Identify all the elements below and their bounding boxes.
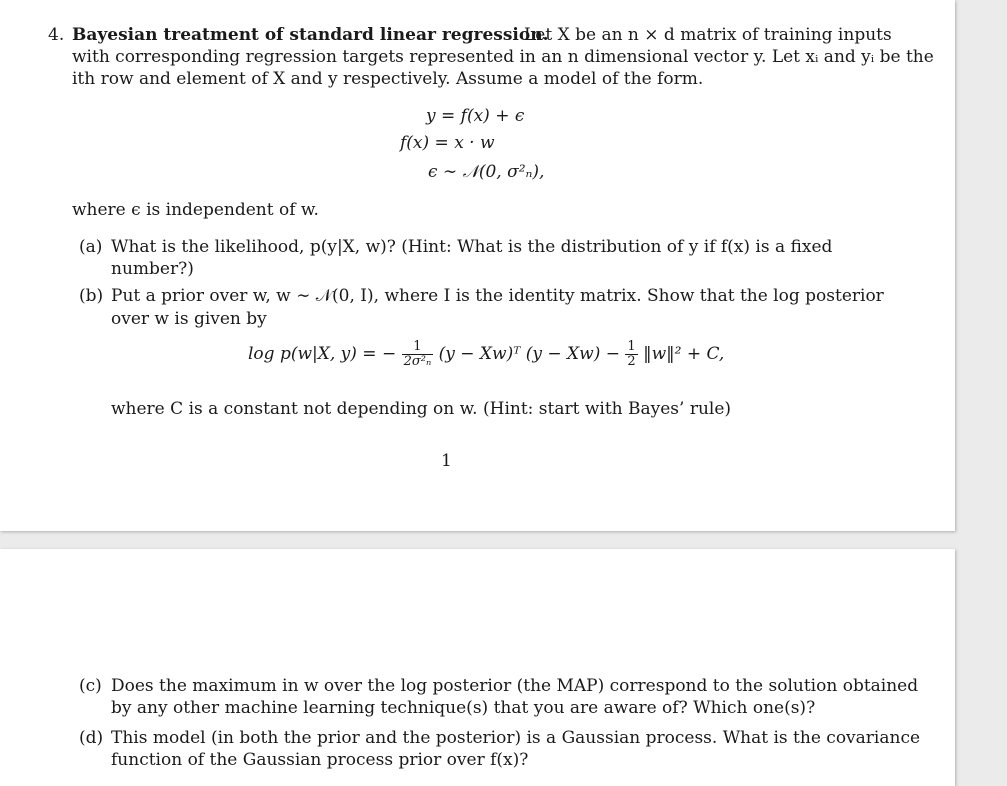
independence-statement: where ϵ is independent of w. bbox=[72, 200, 319, 220]
part-b-label: (b) bbox=[79, 286, 104, 306]
part-c-label: (c) bbox=[79, 676, 102, 696]
fraction-1-numerator: 1 bbox=[402, 340, 434, 355]
equation-lhs: log p(w|X, y) = − bbox=[248, 344, 397, 364]
intro-line-2: with corresponding regression targets represented in an n dimensional vector y. Let xᵢ and yᵢ be the bbox=[72, 47, 934, 67]
fraction-1 bbox=[402, 340, 434, 369]
log-posterior-equation bbox=[248, 340, 724, 369]
part-d-label: (d) bbox=[79, 728, 104, 748]
intro-line-1: Let X be an n × d matrix of training inputs bbox=[524, 25, 892, 45]
fraction-2 bbox=[625, 340, 637, 369]
part-a-line-1: What is the likelihood, p(y|X, w)? (Hint: What is the distribution of y if f(x) is a fixed bbox=[111, 237, 833, 257]
problem-title: Bayesian treatment of standard linear regression. bbox=[72, 25, 549, 45]
equation-middle: (y − Xw)ᵀ (y − Xw) − bbox=[438, 344, 620, 364]
fraction-2-denominator: 2 bbox=[627, 354, 636, 369]
part-a-label: (a) bbox=[79, 237, 103, 257]
model-equation-3: ϵ ∼ 𝒩(0, σ²ₙ), bbox=[428, 162, 545, 182]
intro-line-3: ith row and element of X and y respectively. Assume a model of the form. bbox=[72, 69, 704, 89]
fraction-2-numerator: 1 bbox=[627, 339, 636, 354]
part-b-line-2: over w is given by bbox=[111, 309, 267, 329]
model-equation-2: f(x) = x · w bbox=[400, 133, 495, 153]
model-equation-1: y = f(x) + ϵ bbox=[426, 106, 525, 126]
part-a-line-2: number?) bbox=[111, 259, 194, 279]
equation-rhs: ‖w‖² + C, bbox=[643, 344, 725, 364]
fraction-1-denominator: 2σ²ₙ bbox=[403, 354, 432, 369]
page-2 bbox=[0, 549, 955, 786]
part-d-line-1: This model (in both the prior and the posterior) is a Gaussian process. What is the covariance bbox=[111, 728, 921, 748]
part-b-note: where C is a constant not depending on w. (Hint: start with Bayes’ rule) bbox=[111, 399, 732, 419]
page-number: 1 bbox=[441, 451, 452, 471]
problem-number: 4. bbox=[48, 25, 65, 45]
part-c-line-1: Does the maximum in w over the log posterior (the MAP) correspond to the solution obtained bbox=[111, 676, 919, 696]
part-c-line-2: by any other machine learning technique(s) that you are aware of? Which one(s)? bbox=[111, 698, 816, 718]
part-b-line-1: Put a prior over w, w ∼ 𝒩(0, I), where I is the identity matrix. Show that the log posterior bbox=[111, 286, 884, 306]
part-d-line-2: function of the Gaussian process prior over f(x)? bbox=[111, 750, 529, 770]
